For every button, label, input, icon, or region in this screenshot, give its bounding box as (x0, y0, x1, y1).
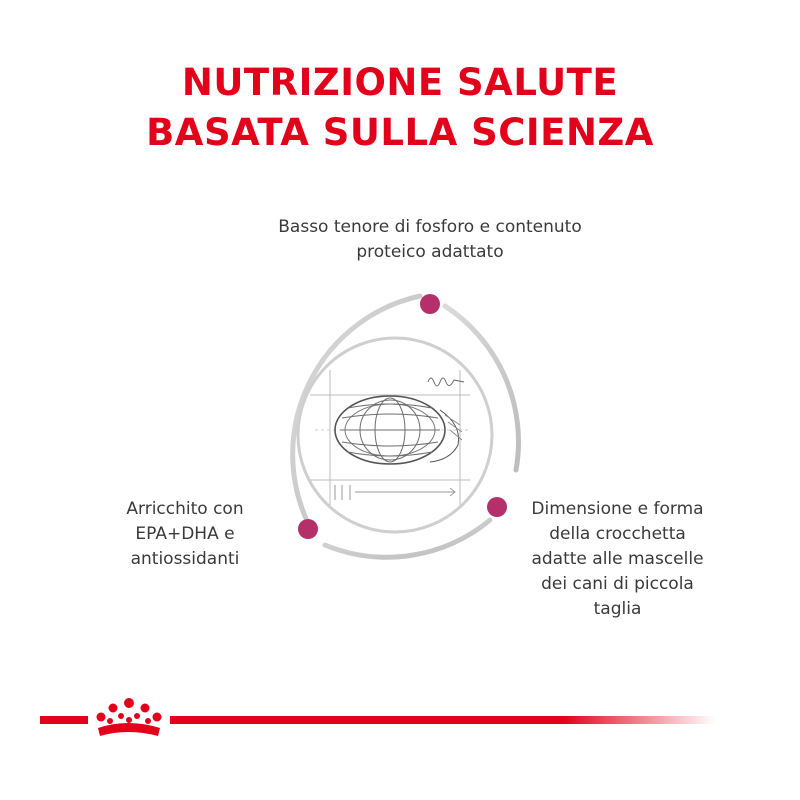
feature-right-line-3: adatte alle mascelle (531, 549, 704, 569)
accent-dot-top (420, 294, 440, 314)
feature-right-line-2: della crocchetta (549, 524, 686, 544)
footer-line-left (40, 716, 88, 724)
accent-dot-left (298, 519, 318, 539)
title-line-1: NUTRIZIONE SALUTE (181, 61, 619, 104)
feature-right-line-5: taglia (593, 599, 642, 619)
feature-left-line-2: EPA+DHA e (135, 524, 235, 544)
feature-right-line-4: dei cani di piccola (541, 574, 694, 594)
feature-top-line-1: Basso tenore di fosforo e contenuto (278, 217, 582, 237)
brand-footer (0, 690, 800, 760)
footer-line-right (170, 716, 715, 724)
accent-dot-right (487, 497, 507, 517)
feature-top-line-2: proteico adattato (356, 242, 504, 262)
inner-circle (298, 338, 492, 532)
royal-crown-icon (97, 698, 162, 736)
feature-left-line-1: Arricchito con (126, 499, 244, 519)
feature-right-line-1: Dimensione e forma (531, 499, 704, 519)
title-line-2: BASATA SULLA SCIENZA (146, 111, 654, 154)
feature-left-line-3: antiossidanti (130, 549, 240, 569)
